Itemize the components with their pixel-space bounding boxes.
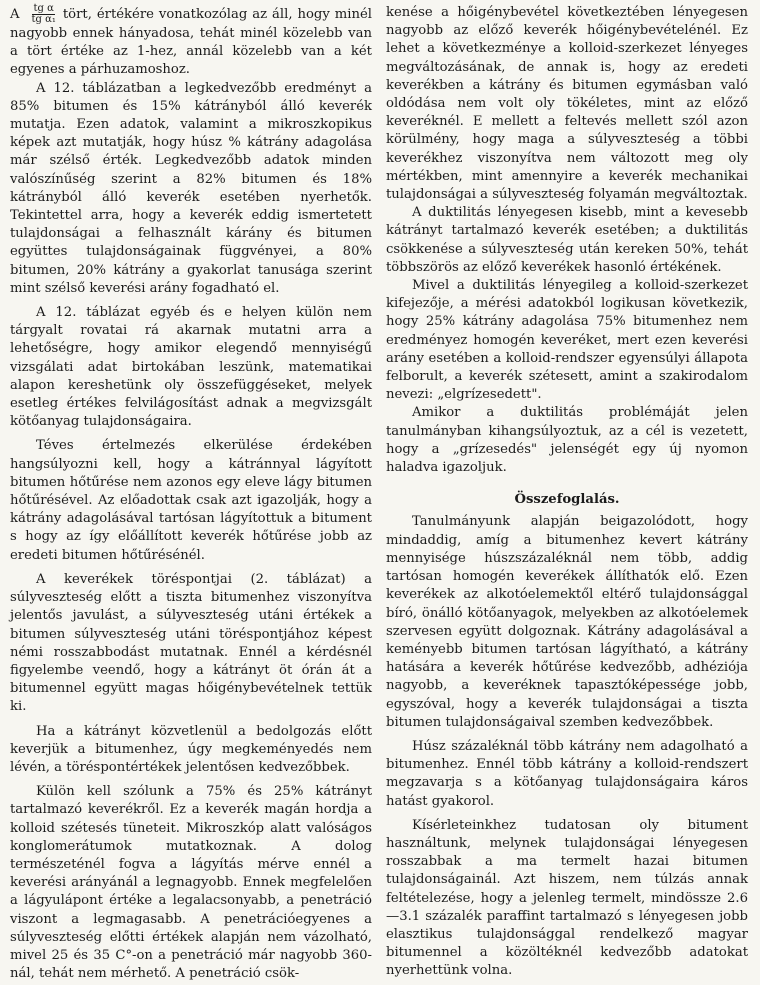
left-column bbox=[10, 4, 372, 985]
paragraph: Amikor a duktilitás problémáját jelen tanulmányban kihangsúlyoztuk, az a cél is vezetett, hogy a „grízesedés" jelenségét egy új nyomon haladva igazoljuk. bbox=[386, 405, 748, 476]
paragraph: A duktilitás lényegesen kisebb, mint a kevesebb kátrányt tartalmazó keverék esetében; a duktilitás csökkenése a súlyveszteség után kereken 50%, tehát többszörös az előző keverékek hasonló értékének. bbox=[386, 205, 748, 275]
paragraph-text: tört, értékére vonatkozólag az áll, hogy minél nagyobb ennek hányadosa, tehát minél közelebb van a tört értéke az 1-hez, annál közelebb van a két egyenes a párhuzamoshoz. bbox=[10, 7, 372, 78]
paragraph: Téves értelmezés elkerülése érdekében hangsúlyozni kell, hogy a kátránnyal lágyított bitumen hőtűrése nem azonos egy eleve lágy bitumen hőtűrésével. Az előadottak csak azt igazolják, hogy a kátrány adagolásával tartósan lágyítottuk a bitument s hogy az így előállított keverék hőtűrése jobb az eredeti bitumen hőtűrésénél. bbox=[10, 438, 372, 563]
section-heading: Összefoglalás. bbox=[514, 492, 620, 508]
paragraph: A 12. táblázat egyéb és e helyen külön nem tárgyalt rovatai rá akarnak mutatni arra a lehetőségre, hogy amikor elegendő mennyiségű vizsgálati adat birtokában leszünk, matematikai alapon kereshetünk oly összefüggéseket, melyek esetleg értékes felvilágosítást adnak a megvizsgált kötőanyag tulajdonságaira. bbox=[10, 305, 372, 430]
formula-numerator: tg α bbox=[33, 3, 54, 14]
paragraph: Mivel a duktilitás lényegileg a kolloid-szerkezet kifejezője, a mérési adatokból logikusan következik, hogy 25% kátrány adagolása 75% bitumenhez nem eredményez homogén keveréket, mert ezen keverési arány esetében a kolloid-rendszer egyensúlyi állapota felborult, a keverék szétesett, amint a szakirodalom nevezi: „elgrízesedett". bbox=[386, 278, 748, 403]
formula-denominator: tg α₁ bbox=[31, 14, 56, 25]
paragraph: Ha a kátrányt közvetlenül a bedolgozás előtt keverjük a bitumenhez, úgy megkeményedés nem lévén, a töréspontértékek jelentősen kedvezőbbek. bbox=[10, 723, 372, 775]
paragraph: kenése a hőigénybevétel következtében lényegesen nagyobb az előző keverék hőigénybevételénél. Ez lehet a következménye a kolloid-szerkezet lényeges megváltozásának, de annak is, hogy az eredeti keverékben a kátrány és bitumen egymásban való oldódása nem volt oly tökéletes, mint az előző keveréknél. E mellett a feltevés mellett szól azon körülmény, hogy maga a súlyveszteség a többi keverékhez viszonyítva nem változott meg oly mértékben, mint amennyire a keverék mechanikai tulajdonságai a súlyveszteség folyamán megváltoztak. bbox=[386, 5, 748, 203]
paragraph: Tanulmányunk alapján beigazolódott, hogy mindaddig, amíg a bitumenhez kevert kátrány mennyisége húszszázaléknál nem több, addig tartósan homogén keverékek állíthatók elő. Ezen keverékek az alkotóelemektől eltérő tulajdonsággal bíró, önálló kötőanyagok, melyekben az alkotóelemek szervesen együtt dolgoznak. Kátrány adagolásával a keményebb bitumen tartósan lágyítható, a kátrány hatására a keverék hőtűrése kedvezőbb, adhéziója nagyobb, a keveréknek tapasztóképessége jobb, egyszóval, hogy a keverék tulajdonságai a tiszta bitumen tulajdonságaival szemben kedvezőbbek. bbox=[386, 514, 748, 730]
paragraph: A keverékek töréspontjai (2. táblázat) a súlyveszteség előtt a tiszta bitumenhez viszonyítva jelentős javulást, a súlyveszteség utáni értékek a bitumen súlyveszteség utáni töréspontjához képest némi rosszabbodást mutatnak. Ennél a kérdésnél figyelembe veendő, hogy a kátrányt öt órán át a bitumennel együtt magas hőigénybevételnek tettük ki. bbox=[10, 571, 372, 715]
paragraph: Kísérleteinkhez tudatosan oly bitument használtunk, melynek tulajdonságai lényegesen rosszabbak a ma termelt hazai bitumen tulajdonságainál. Azt hiszem, nem túlzás annak feltételezése, hogy a jelenleg termelt, mindössze 2.6—3.1 százalék paraffint tartalmazó s lényegesen jobb elasztikus tulajdonsággal rendelkező magyar bitumennel a közöltéknél kedvezőbb adatokat nyerhettünk volna. bbox=[386, 817, 748, 979]
paragraph: A 12. táblázatban a legkedvezőbb eredményt a 85% bitumen és 15% kátrányból álló keverék mutatja. Ezen adatok, valamint a mikroszkopikus képek azt mutatják, hogy húsz % kátrány adagolása már szélső érték. Legkedvezőbb adatok minden valószínűség szerint a 82% bitumen és 18% kátrányból álló keverék esetében nyerhetők. Tekintettel arra, hogy a keverék eddig ismertetett tulajdonságai a felhasznált kárány és bitumen együttes tulajdonságainak függvényei, a 80% bitumen, 20% kátrány a gyakorlat tanusága szerint mint szélső keverési arány fogadható el. bbox=[10, 80, 372, 296]
tangent-ratio-formula bbox=[30, 4, 56, 25]
paragraph: Külön kell szólunk a 75% és 25% kátrányt tartalmazó keverékről. Ez a keverék magán hordja a kolloid szétesés tüneteit. Mikroszkóp alatt valóságos konglomerátumok mutatkoznak. A dolog természeténél fogva a lágyítás mérve ennél a keverési arányánál a legnagyobb. Ennek megfelelően a lágyulápont értéke a legalacsonyabb, a penetráció viszont a legmagasabb. A penetrációegyenes a súlyveszteség előtti értékek alapján nem vázolható, mivel 25 és 35 C°-on a penetráció már nagyobb 360-nál, tehát nem mérhető. A penetráció csök- bbox=[10, 784, 372, 982]
formula-prefix: A bbox=[10, 7, 20, 22]
paragraph-formula-intro bbox=[10, 4, 372, 80]
paragraph: Húsz százaléknál több kátrány nem adagolható a bitumenhez. Ennél több kátrány a kolloid-rendszert megzavarja s a kötőanyag tulajdonságaira káros hatást gyakorol. bbox=[386, 738, 748, 809]
right-column bbox=[386, 4, 748, 985]
